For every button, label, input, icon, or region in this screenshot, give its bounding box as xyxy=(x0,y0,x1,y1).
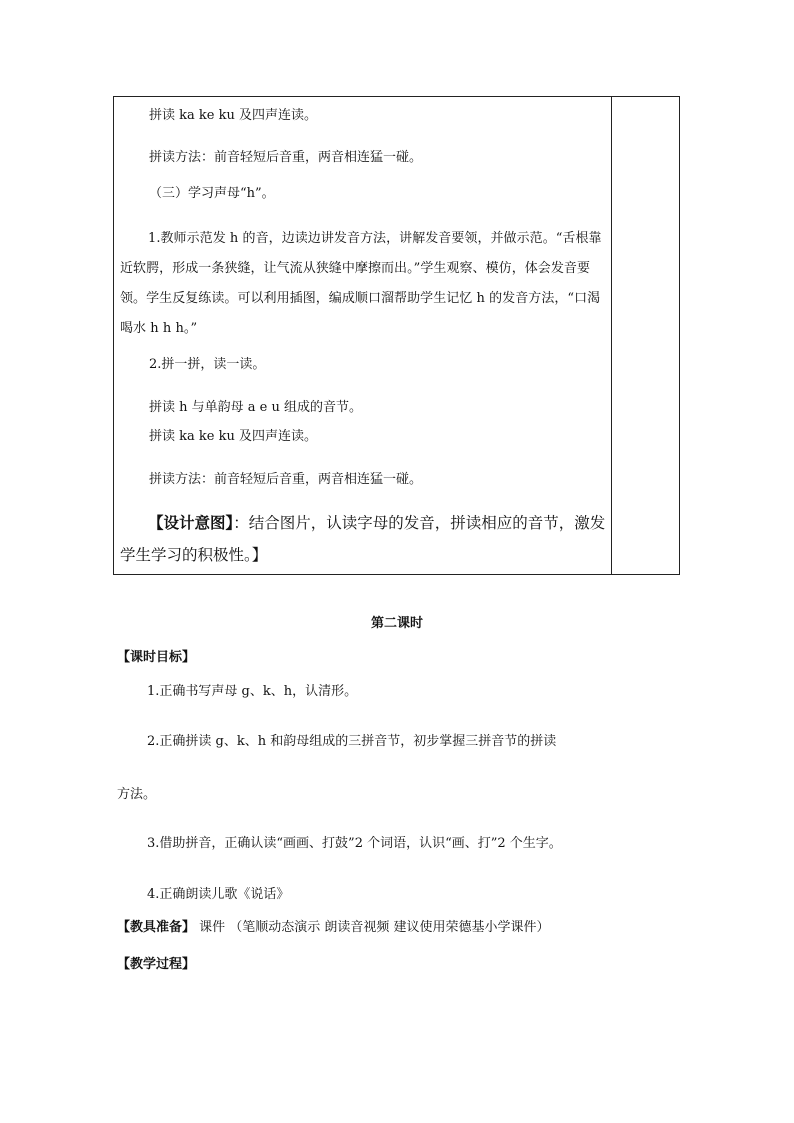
goal-item-2: 2.正确拼读 g、k、h 和韵母组成的三拼音节，初步掌握三拼音节的拼读 xyxy=(147,734,557,749)
goal-item-2-cont: 方法。 xyxy=(117,787,157,802)
lesson-table xyxy=(113,96,680,575)
section-title: 第二课时 xyxy=(370,616,423,631)
prep-line xyxy=(117,918,550,938)
cell-line-6: 拼读 ka ke ku 及四声连读。 xyxy=(149,429,317,444)
cell-line-2: 拼读方法：前音轻短后音重，两音相连猛一碰。 xyxy=(149,150,423,165)
process-heading: 【教学过程】 xyxy=(117,957,196,972)
goals-heading: 【课时目标】 xyxy=(117,650,196,665)
prep-label: 【教具准备】 xyxy=(117,920,196,935)
prep-text: 课件 （笔顺动态演示 朗读音视频 建议使用荣德基小学课件） xyxy=(195,920,550,935)
column-divider xyxy=(611,97,612,574)
goal-item-3: 3.借助拼音，正确认读“画画、打鼓”2 个词语，认识“画、打”2 个生字。 xyxy=(147,836,562,851)
cell-line-5: 拼读 h 与单韵母 a e u 组成的音节。 xyxy=(149,400,362,415)
design-intent xyxy=(120,507,606,571)
design-intent-label: 【设计意图】 xyxy=(148,513,234,532)
cell-line-3: （三）学习声母“h”。 xyxy=(149,186,275,201)
goal-item-1: 1.正确书写声母 g、k、h，认清形。 xyxy=(147,684,358,699)
design-intent-text: ：结合图片，认读字母的发音，拼读相应的音节，激发学生学习的积极性。】 xyxy=(120,514,606,564)
goal-item-4: 4.正确朗读儿歌《说话》 xyxy=(147,887,290,902)
cell-paragraph-1: 1.教师示范发 h 的音，边读边讲发音方法，讲解发音要领，并做示范。“舌根靠近软腭，形成一条狭缝，让气流从狭缝中摩擦而出。”学生观察、模仿，体会发音要领。学生反复练读。可以利用插图，编成顺口溜帮助学生记忆 h 的发音方法，“口渴喝水 h h h。” xyxy=(120,231,602,336)
cell-line-4: 2.拼一拼，读一读。 xyxy=(149,357,266,372)
cell-line-1: 拼读 ka ke ku 及四声连读。 xyxy=(149,108,317,123)
cell-line-7: 拼读方法：前音轻短后音重，两音相连猛一碰。 xyxy=(149,472,423,487)
